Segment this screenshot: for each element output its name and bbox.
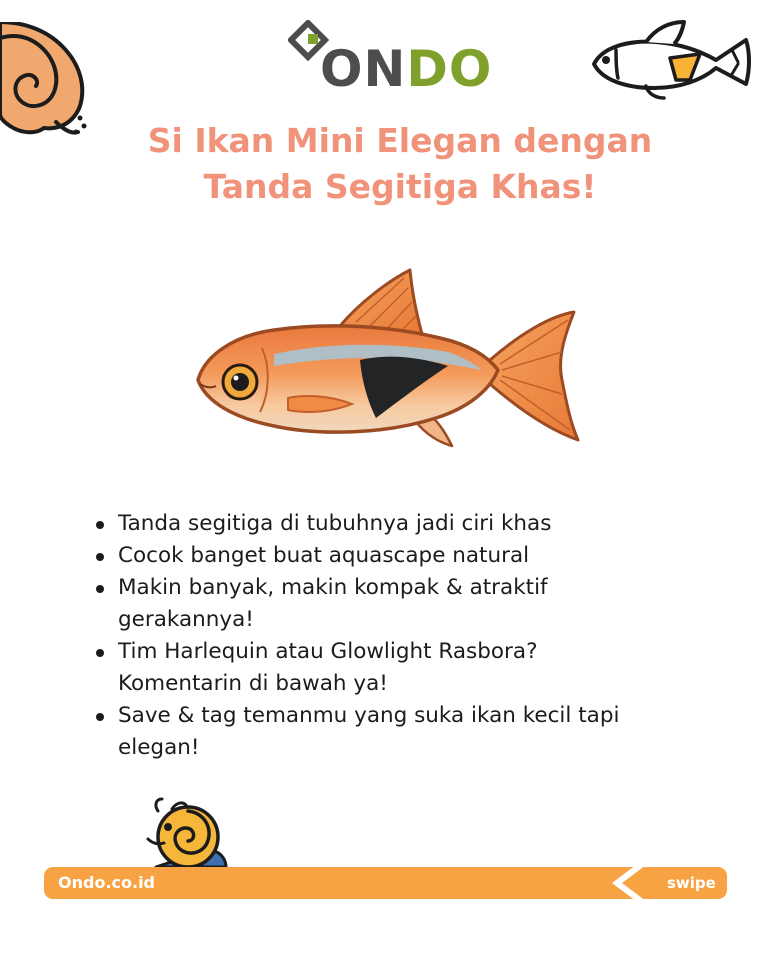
list-item: Tim Harlequin atau Glowlight Rasbora? Komentarin di bawah ya!: [92, 636, 598, 700]
ondo-logo: [288, 20, 493, 100]
list-item: Cocok banget buat aquascape natural: [92, 540, 692, 572]
footer-site-link[interactable]: Ondo.co.id: [58, 873, 156, 892]
list-item: Makin banyak, makin kompak & atraktif gerakannya!: [92, 572, 558, 636]
headline-line-2: Tanda Segitiga Khas!: [203, 167, 597, 206]
list-item: Save & tag temanmu yang suka ikan kecil tapi elegan!: [92, 700, 638, 764]
logo-text-do: DO: [406, 40, 493, 98]
list-item: Tanda segitiga di tubuhnya jadi ciri khas: [92, 508, 692, 540]
fish-outline-icon: [586, 18, 758, 100]
swipe-button[interactable]: swipe: [667, 874, 716, 892]
logo-wordmark: [320, 40, 493, 98]
snail-icon: [142, 797, 232, 869]
harlequin-rasbora-illustration: [190, 262, 582, 452]
feature-list: [92, 508, 692, 764]
chevron-left-icon: [606, 865, 646, 901]
logo-text-on: ON: [320, 40, 407, 98]
headline: [60, 118, 740, 210]
headline-line-1: Si Ikan Mini Elegan dengan: [147, 121, 653, 160]
